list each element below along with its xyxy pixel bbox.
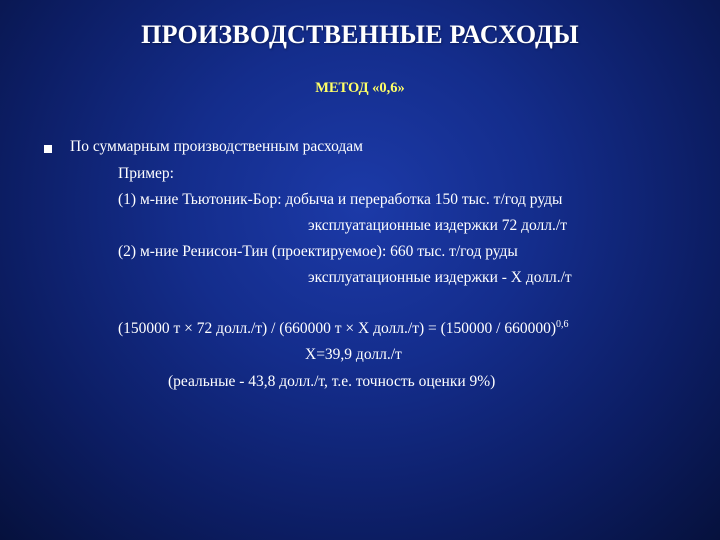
result-text: X=39,9 долл./т <box>305 346 402 363</box>
square-bullet-icon <box>44 145 52 153</box>
example-label: Пример: <box>118 165 174 182</box>
deposit-1-text: (1) м-ние Тьютоник-Бор: добыча и переработка 150 тыс. т/год руды <box>118 191 563 208</box>
deposit-1-costs: эксплуатационные издержки 72 долл./т <box>308 217 567 234</box>
formula-text: (150000 т × 72 долл./т) / (660000 т × X долл./т) = (150000 / 660000) <box>118 320 557 337</box>
deposit-2-costs: эксплуатационные издержки - X долл./т <box>308 269 572 286</box>
slide-subtitle: МЕТОД «0,6» <box>315 80 405 96</box>
formula-exponent: 0,6 <box>556 318 569 330</box>
actual-value-text: (реальные - 43,8 долл./т, т.е. точность оценки 9%) <box>168 373 496 390</box>
intro-text: По суммарным производственным расходам <box>70 138 363 155</box>
formula-line <box>118 320 569 338</box>
slide-title: ПРОИЗВОДСТВЕННЫЕ РАСХОДЫ <box>141 20 579 49</box>
deposit-2-text: (2) м-ние Ренисон-Тин (проектируемое): 660 тыс. т/год руды <box>118 243 518 260</box>
